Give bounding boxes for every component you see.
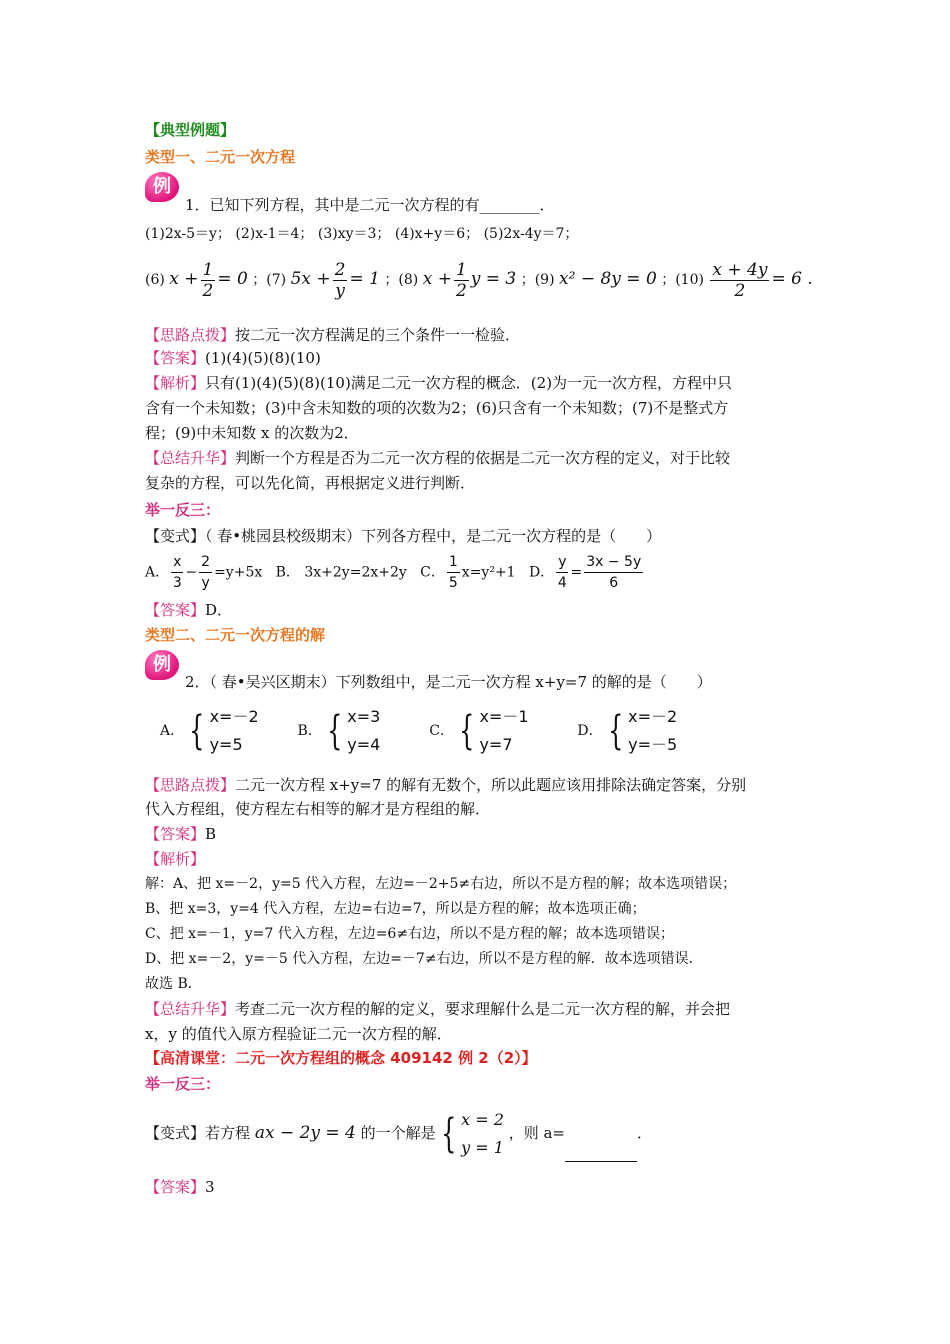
hd-class-link[interactable]: 【高清课堂：二元一次方程组的概念 409142 例 2（2）】 (145, 1049, 537, 1067)
q2-sol-2: B、把 x=3，y=4 代入方程，左边=右边=7，所以是方程的解；故本选项正确； (145, 901, 646, 917)
q1-summary-1: 【总结升华】判断一个方程是否为二元一次方程的依据是二元一次方程的定义，对于比较 (145, 449, 731, 467)
q1-line1: (1)2x-5＝y； (2)x-1＝4； (3)xy＝3； (4)x+y＝6； (5)2x-4y＝7； (145, 226, 579, 242)
example-badge-2: 例 (145, 650, 179, 680)
q1-answer: 【答案】(1)(4)(5)(8)(10) (145, 349, 321, 367)
q2-stem: 2．（ 春•吴兴区期末）下列数组中，是二元一次方程 x+y=7 的解的是（ ） (185, 673, 712, 691)
q2-answer: 【答案】B (145, 825, 217, 843)
type1-title: 类型一、二元一次方程 (145, 148, 296, 166)
q2-hint-2: 代入方程组，使方程左右相等的解才是方程组的解． (145, 800, 491, 818)
practice-1: 举一反三： (145, 501, 221, 519)
q1-analysis-1: 【解析】只有(1)(4)(5)(8)(10)满足二元一次方程的概念．(2)为一元一次方程，方程中只 (145, 374, 733, 392)
q1-line2: (6) x + $\frac{1}{2}$ = 0 ；(7) 5x + $\frac{2}{y}$ = 1 ；(8) x + $\frac{1}{2}$ y = 3 ；(9) x² − 8y = 0 ；(10) $\frac{x + 4y}{2}$ = 6 . (145, 259, 813, 301)
type2-title: 类型二、二元一次方程的解 (145, 626, 326, 644)
v1-options: A． $\frac{x}{3}$ − $\frac{2}{y}$ =y+5x B． 3x+2y=2x+2y C． $\frac{1}{5}$ x=y²+1 D． $\frac{y}{4}$ = $\frac{3x - 5y}{6}$ (145, 554, 642, 591)
q2-sol-4: D、把 x=－2，y=－5 代入方程，左边=－7≠右边，所以不是方程的解．故本选项错误． (145, 951, 703, 967)
q1-stem: 1．已知下列方程，其中是二元一次方程的有________． (185, 196, 555, 214)
q2-sol-5: 故选 B． (145, 976, 202, 992)
q2-analysis-label: 【解析】 (145, 850, 206, 868)
example-badge: 例 (145, 172, 179, 202)
q2-sol-1: 解：A、把 x=－2，y=5 代入方程，左边=－2+5≠右边，所以不是方程的解；故本选项错误； (145, 876, 737, 892)
v1-stem: 【变式】（ 春•桃园县校级期末）下列各方程中，是二元一次方程的是（ ） (145, 527, 662, 545)
v2-answer: 【答案】3 (145, 1178, 215, 1196)
q2-summary-1: 【总结升华】考查二元一次方程的解的定义，要求理解什么是二元一次方程的解，并会把 (145, 1000, 731, 1018)
v1-answer: 【答案】D． (145, 601, 233, 619)
practice-2: 举一反三： (145, 1075, 221, 1093)
q1-hint: 【思路点拨】按二元一次方程满足的三个条件一一检验． (145, 326, 521, 344)
q2-summary-2: x，y 的值代入原方程验证二元一次方程的解． (145, 1025, 452, 1043)
q2-sol-3: C、把 x=－1，y=7 代入方程，左边=6≠右边，所以不是方程的解；故本选项错误； (145, 926, 675, 942)
q1-analysis-3: 程；(9)中未知数 x 的次数为2． (145, 424, 359, 442)
q1-analysis-2: 含有一个未知数；(3)中含未知数的项的次数为2；(6)只含有一个未知数；(7)不是整式方 (145, 399, 729, 417)
q2-options: A． { x=－2 y=5 B． { x=3 y=4 C． { x=－1 y=7 D． { x=－2 y=－5 (160, 707, 678, 754)
q1-summary-2: 复杂的方程，可以先化简，再根据定义进行判断． (145, 474, 476, 492)
section-heading: 【典型例题】 (145, 121, 236, 139)
v2-line: 【变式】若方程 ax − 2y = 4 的一个解是 { x = 2 y = 1 ，则 a= ． (145, 1105, 652, 1162)
q2-hint-1: 【思路点拨】二元一次方程 x+y=7 的解有无数个，所以此题应该用排除法确定答案，分别 (145, 776, 747, 794)
